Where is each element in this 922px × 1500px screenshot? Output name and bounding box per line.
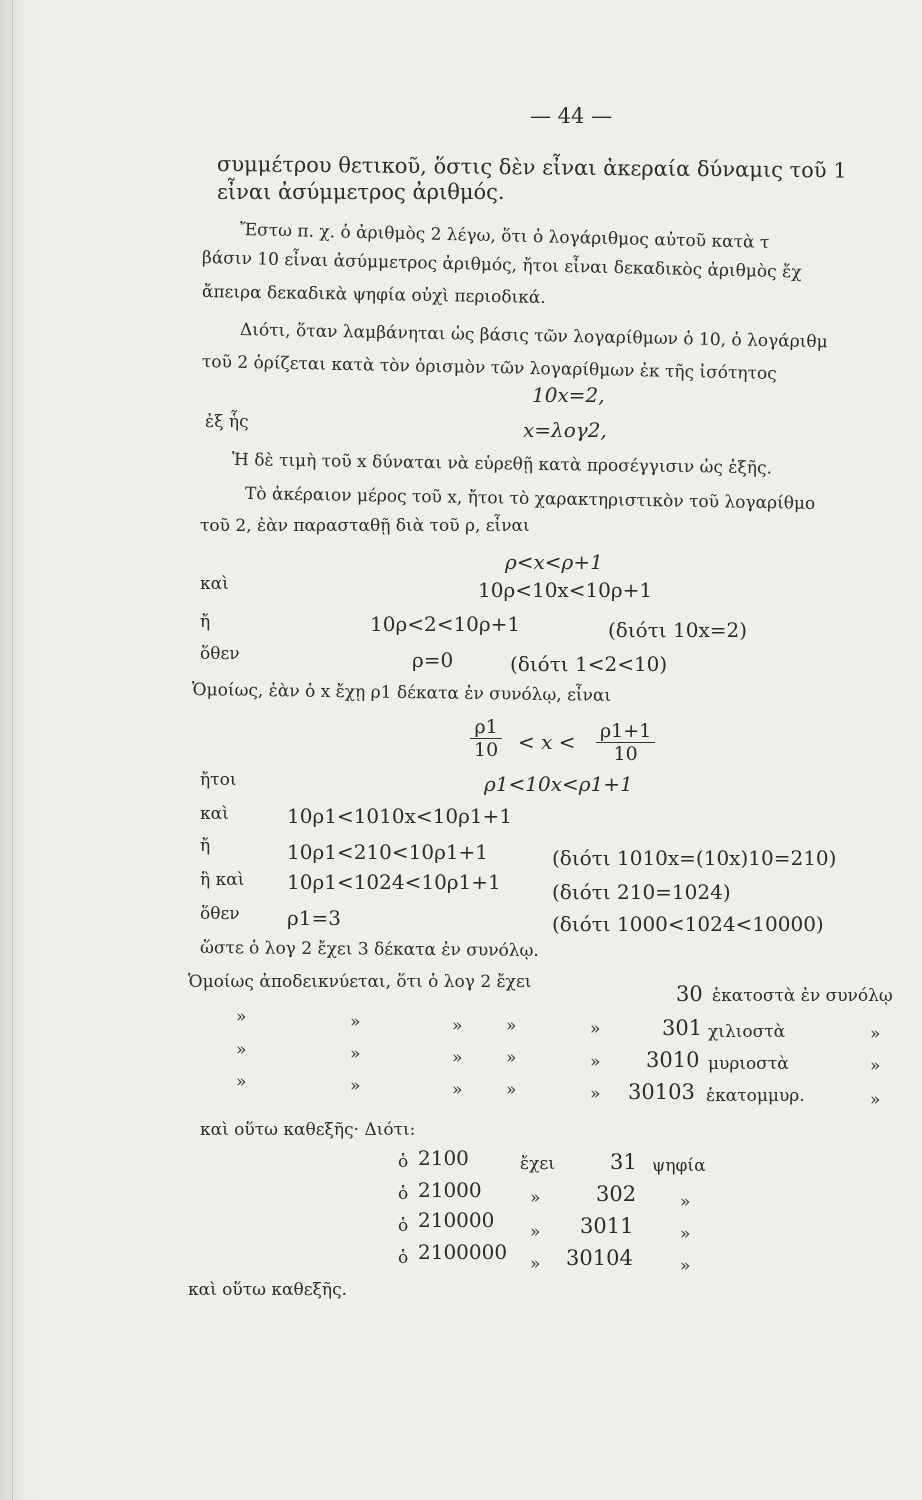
label-othen-2: ὅθεν [200,904,240,924]
table-count-4: 30104 [566,1246,633,1270]
ditto-2d: » [506,1048,517,1068]
equation-3: ρ<x<ρ+1 [505,550,603,574]
table-ditto-3b: » [680,1224,691,1244]
fraction-1-numerator: ρ1 [470,716,502,739]
ditto-1f: » [870,1024,881,1044]
label-ekatosta: ἑκατοστὰ ἐν συνόλῳ [712,986,893,1006]
text-line-4: βάσιν 10 εἶναι ἀσύμμετρος ἀριθμός, ἤτοι εἶναι δεκαδικὸς ἀριθμὸς ἔχ [201,248,802,283]
label-h-kai: ἢ καὶ [200,870,245,890]
label-h-2: ἤ [200,836,211,856]
table-ditto-3a: » [530,1222,541,1242]
table-power-2: 21000 [418,1178,482,1202]
table-verb-1: ἔχει [520,1154,555,1174]
ditto-1c: » [452,1016,463,1036]
equation-9: 10ρ1<210<10ρ1+1 [287,840,489,864]
text-line-1: συμμέτρου θετικοῦ, ὅστις δὲν εἶναι ἀκεραία δύναμις τοῦ 1 [216,152,847,183]
equation-2: x=λογ2, [523,418,607,442]
equation-9-reason: (διότι 1010x=(10x)10=210) [552,846,837,870]
table-ditto-4b: » [680,1256,691,1276]
table-article-4: ὁ [398,1248,409,1268]
ditto-3d: » [506,1080,517,1100]
page-edge-shadow [12,0,13,1500]
ditto-3c: » [452,1080,463,1100]
table-article-2: ὁ [398,1184,409,1204]
ditto-1e: » [590,1019,601,1039]
table-count-1: 31 [610,1150,637,1174]
text-line-16: καὶ οὕτω καθεξῆς. [188,1280,348,1300]
table-article-1: ὁ [398,1152,409,1172]
equation-7: ρ1<10x<ρ1+1 [484,772,633,796]
ditto-2b: » [350,1044,361,1064]
ditto-1d: » [506,1016,517,1036]
table-count-3: 3011 [580,1214,634,1238]
equation-1: 10x=2, [532,383,605,407]
ditto-2e: » [590,1052,601,1072]
table-count-2: 302 [596,1182,637,1206]
page-number: — 44 — [530,104,613,128]
text-line-7: τοῦ 2 ὁρίζεται κατὰ τὸν ὁρισμὸν τῶν λογαρίθμων ἐκ τῆς ἰσότητος [201,352,777,385]
ditto-3b: » [350,1076,361,1096]
ditto-2f: » [870,1056,881,1076]
table-article-3: ὁ [398,1216,409,1236]
digits-30: 30 [676,982,703,1006]
equation-10-reason: (διότι 210=1024) [552,880,731,904]
table-ditto-4a: » [530,1254,541,1274]
fraction-2-numerator: ρ1+1 [596,720,655,743]
text-line-2: εἶναι ἀσύμμετρος ἀριθμός. [217,180,505,204]
label-xiliosta: χιλιοστὰ [708,1022,786,1042]
table-power-3: 210000 [418,1208,495,1232]
equation-5-reason: (διότι 10x=2) [608,618,748,642]
table-power-1: 2100 [418,1146,469,1170]
label-ekatommyr: ἑκατομμυρ. [706,1086,805,1106]
label-htoi: ἤτοι [200,770,237,790]
digits-30103: 30103 [628,1080,695,1104]
text-line-6: Διότι, ὅταν λαμβάνηται ὡς βάσις τῶν λογαρίθμων ὁ 10, ὁ λογάριθμ [239,320,828,353]
equation-8: 10ρ1<1010x<10ρ1+1 [287,804,513,828]
fraction-1-denominator: 10 [474,739,499,761]
text-ex-hs: ἐξ ἧς [205,412,249,432]
text-line-13: ὥστε ὁ λογ 2 ἔχει 3 δέκατα ἐν συνόλῳ. [199,938,539,961]
digits-3010: 3010 [646,1048,700,1072]
table-power-4: 2100000 [418,1240,508,1264]
ditto-1a: » [236,1007,247,1027]
table-ditto-2a: » [530,1188,541,1208]
equation-11-reason: (διότι 1000<1024<10000) [552,912,824,936]
fraction-middle: < x < [518,730,576,754]
ditto-3a: » [236,1072,247,1092]
equation-11: ρ1=3 [287,906,341,930]
text-line-12: Ὁμοίως, ἐὰν ὁ x ἔχῃ ρ1 δέκατα ἐν συνόλῳ, εἶναι [191,680,612,706]
fraction-2 [596,720,655,765]
text-line-5: ἄπειρα δεκαδικὰ ψηφία οὐχὶ περιοδικά. [201,282,546,308]
label-myriosta: μυριοστὰ [708,1054,789,1074]
ditto-2a: » [236,1040,247,1060]
table-ditto-2b: » [680,1192,691,1212]
equation-4: 10ρ<10x<10ρ+1 [478,578,653,602]
text-line-14: Ὁμοίως ἀποδεικνύεται, ὅτι ὁ λογ 2 ἔχει [188,972,532,992]
ditto-2c: » [452,1048,463,1068]
ditto-3f: » [870,1090,881,1110]
digits-301: 301 [662,1016,703,1040]
fraction-2-denominator: 10 [613,743,638,765]
ditto-3e: » [590,1084,601,1104]
label-othen-1: ὅθεν [200,644,240,664]
ditto-1b: » [350,1012,361,1032]
text-line-15: καὶ οὕτω καθεξῆς· Διότι: [200,1120,416,1140]
equation-5: 10ρ<2<10ρ+1 [370,612,521,636]
text-line-9: Ἡ δὲ τιμὴ τοῦ x δύναται νὰ εὑρεθῇ κατὰ προσέγγισιν ὡς ἑξῆς. [231,450,773,479]
table-unit-1: ψηφία [652,1156,706,1176]
label-kai-1: καὶ [200,574,229,594]
label-h-1: ἤ [200,612,211,632]
label-kai-2: καὶ [200,804,229,824]
equation-10: 10ρ1<1024<10ρ1+1 [287,870,501,894]
equation-6-reason: (διότι 1<2<10) [510,652,668,676]
text-line-10: Τὸ ἀκέραιον μέρος τοῦ x, ἤτοι τὸ χαρακτηριστικὸν τοῦ λογαρίθμο [244,484,816,514]
equation-6: ρ=0 [412,648,454,672]
text-line-11: τοῦ 2, ἐὰν παρασταθῇ διὰ τοῦ ρ, εἶναι [200,516,530,536]
fraction-1 [470,716,502,761]
text-line-3: Ἔστω π. χ. ὁ ἀριθμὸς 2 λέγω, ὅτι ὁ λογάριθμος αὐτοῦ κατὰ τ [239,220,770,253]
